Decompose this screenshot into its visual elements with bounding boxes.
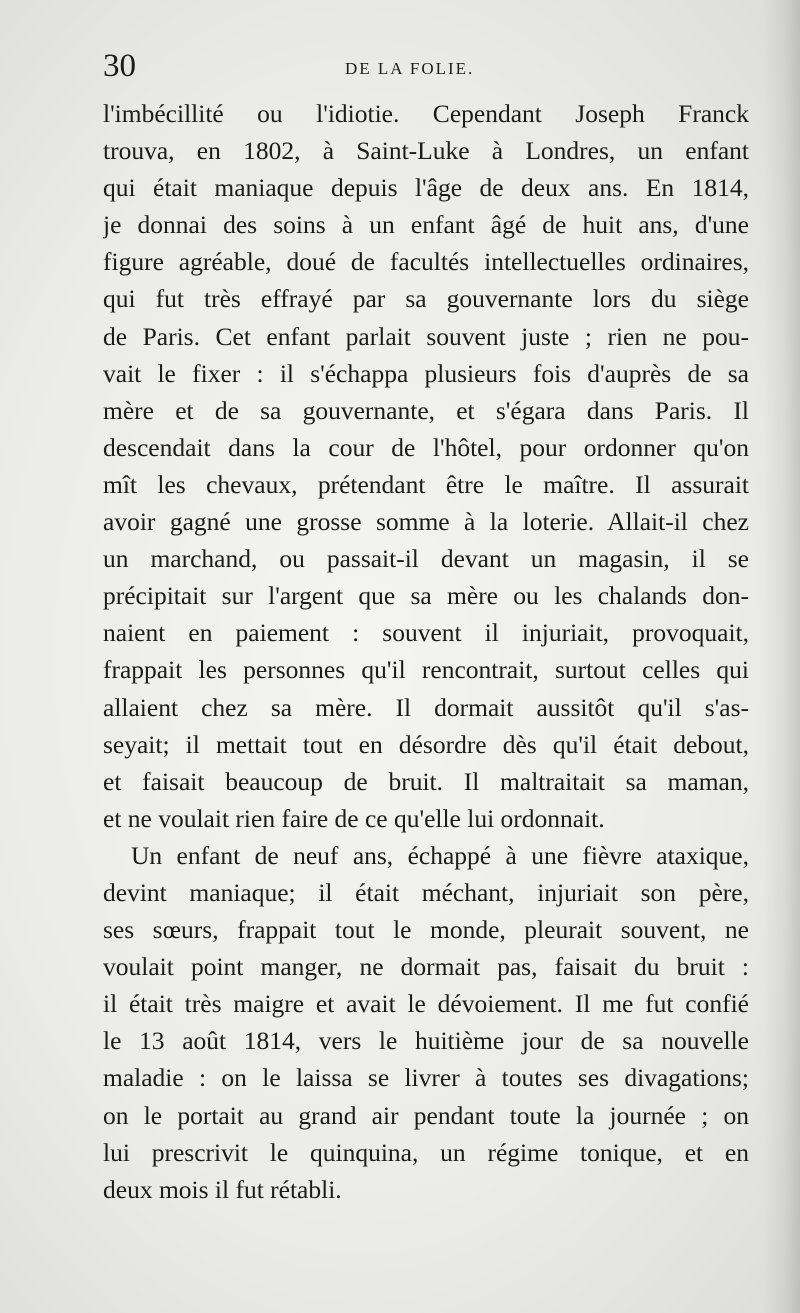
text-line: voulait point manger, ne dormait pas, faisait du bruit :: [103, 952, 749, 982]
text-line: je donnai des soins à un enfant âgé de huit ans, d'une: [103, 210, 749, 240]
text-line: l'imbécillité ou l'idiotie. Cependant Joseph Franck: [103, 99, 749, 128]
text-line: descendait dans la cour de l'hôtel, pour ordonner qu'on: [103, 432, 749, 462]
text-line: seyait; il mettait tout en désordre dès qu'il était debout,: [103, 729, 749, 759]
text-line: un marchand, ou passait-il devant un magasin, il se: [103, 544, 749, 574]
text-line: précipitait sur l'argent que sa mère ou les chalands don-: [103, 581, 749, 611]
text-line: qui était maniaque depuis l'âge de deux ans. En 1814,: [103, 173, 749, 203]
text-line: figure agréable, doué de facultés intellectuelles ordinaires,: [103, 247, 749, 277]
page-number: 30: [103, 48, 136, 84]
text-line: vait le fixer : il s'échappa plusieurs fois d'auprès de sa: [103, 358, 749, 388]
page-header: [103, 48, 748, 88]
page-edge-shadow: [762, 0, 800, 1313]
body-text: [103, 95, 749, 1208]
text-line: il était très maigre et avait le dévoiement. Il me fut confié: [103, 989, 749, 1019]
text-line: trouva, en 1802, à Saint-Luke à Londres, un enfant: [103, 136, 749, 166]
text-line: avoir gagné une grosse somme à la loterie. Allait-il chez: [103, 507, 749, 537]
text-line: on le portait au grand air pendant toute la journée ; on: [103, 1100, 749, 1130]
text-line-paragraph-end: deux mois il fut rétabli.: [103, 1174, 342, 1204]
text-line: maladie : on le laissa se livrer à toutes ses divagations;: [103, 1063, 749, 1093]
running-title: DE LA FOLIE.: [345, 59, 475, 78]
text-line: allaient chez sa mère. Il dormait aussitôt qu'il s'as-: [103, 692, 749, 722]
text-line-paragraph-end: et ne voulait rien faire de ce qu'elle lui ordonnait.: [103, 803, 605, 833]
text-line-paragraph-start: Un enfant de neuf ans, échappé à une fièvre ataxique,: [131, 840, 749, 870]
text-line: qui fut très effrayé par sa gouvernante lors du siège: [103, 284, 749, 314]
text-line: frappait les personnes qu'il rencontrait, surtout celles qui: [103, 655, 749, 685]
text-line: le 13 août 1814, vers le huitième jour de sa nouvelle: [103, 1026, 749, 1056]
text-line: ses sœurs, frappait tout le monde, pleurait souvent, ne: [103, 915, 749, 945]
text-line: de Paris. Cet enfant parlait souvent juste ; rien ne pou-: [103, 321, 749, 351]
text-line: mère et de sa gouvernante, et s'égara dans Paris. Il: [103, 395, 749, 425]
text-line: devint maniaque; il était méchant, injuriait son père,: [103, 877, 749, 907]
text-line: lui prescrivit le quinquina, un régime tonique, et en: [103, 1137, 749, 1167]
text-line: naient en paiement : souvent il injuriait, provoquait,: [103, 618, 749, 648]
text-line: mît les chevaux, prétendant être le maître. Il assurait: [103, 469, 749, 499]
text-line: et faisait beaucoup de bruit. Il maltraitait sa maman,: [103, 766, 749, 796]
